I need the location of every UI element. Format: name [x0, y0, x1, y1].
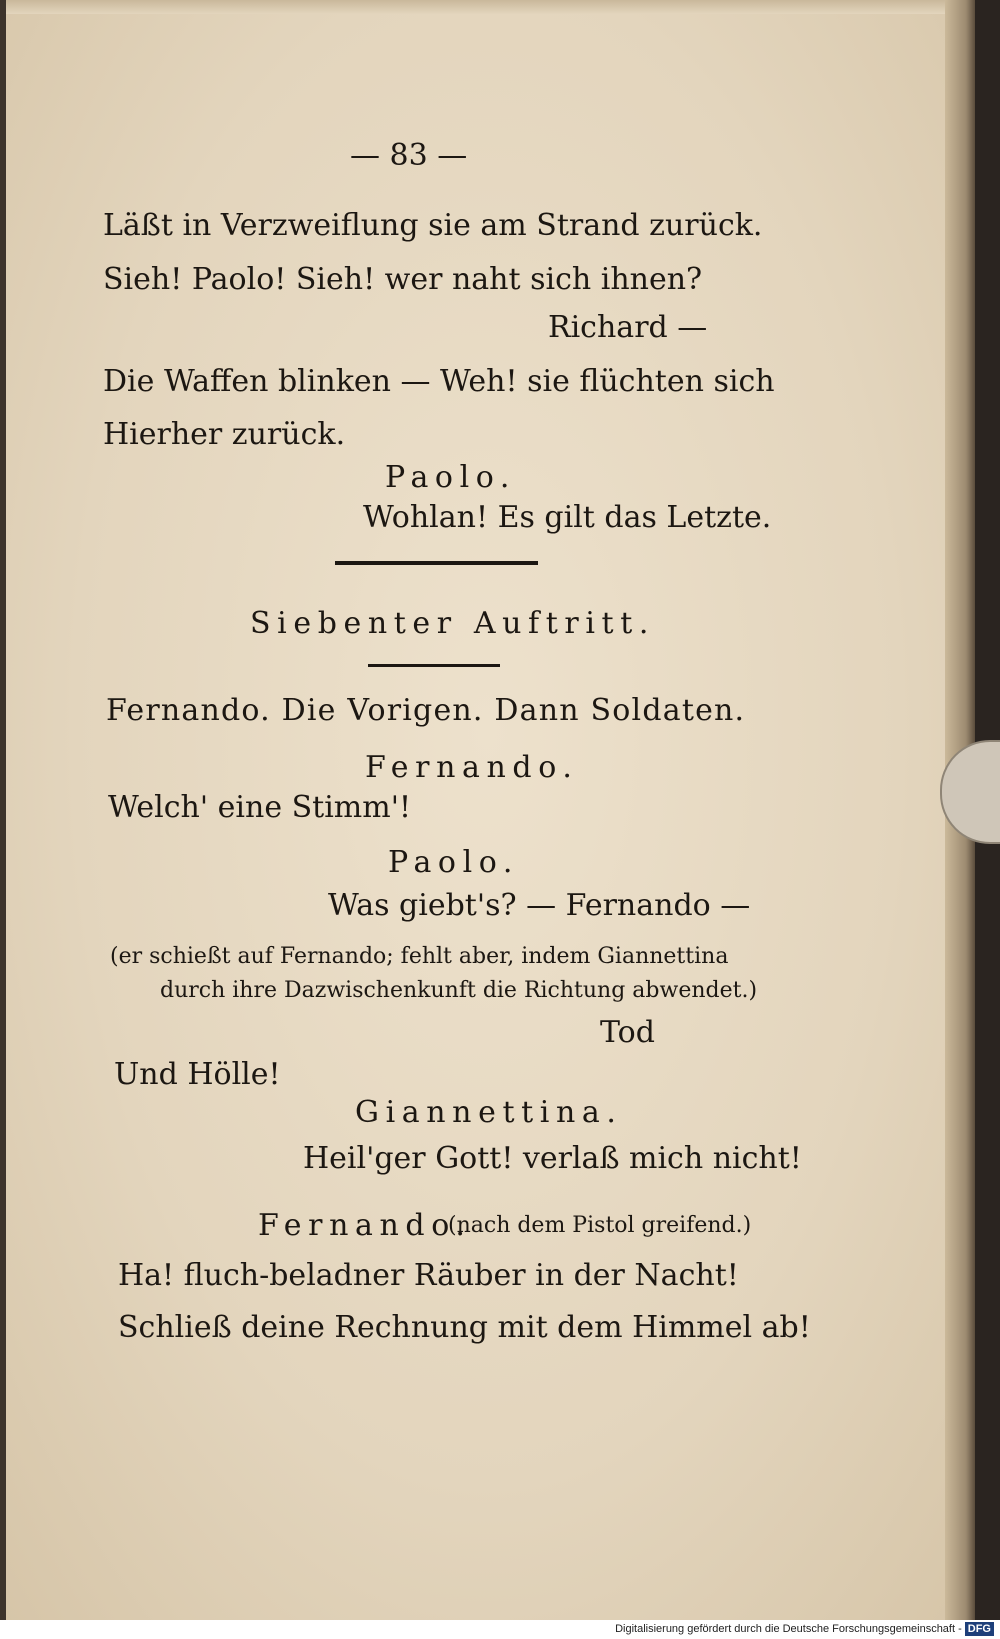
speaker-name: Fernando. [258, 1208, 472, 1243]
verse-line: Heil'ger Gott! verlaß mich nicht! [303, 1141, 802, 1176]
verse-line: Die Waffen blinken — Weh! sie flüchten sich [103, 364, 775, 399]
page-number: — 83 — [350, 138, 468, 173]
verse-line: Läßt in Verzweiflung sie am Strand zurück. [103, 208, 763, 243]
stage-direction: (er schießt auf Fernando; fehlt aber, indem Giannettina [110, 944, 729, 969]
stage-direction: (nach dem Pistol greifend.) [448, 1213, 752, 1238]
verse-line: Richard — [548, 310, 708, 345]
verse-line: Schließ deine Rechnung mit dem Himmel ab! [118, 1310, 811, 1345]
speaker-name: Giannettina. [355, 1095, 623, 1130]
digitization-footer [0, 1620, 1000, 1639]
footer-text: Digitalisierung gefördert durch die Deutsche Forschungsgemeinschaft - [615, 1623, 962, 1635]
verse-line: Tod [600, 1015, 655, 1050]
verse-line: Und Hölle! [114, 1057, 281, 1092]
binding-edge [0, 0, 6, 1620]
verse-line: Was giebt's? — Fernando — [328, 888, 751, 923]
cast-list: Fernando. Die Vorigen. Dann Soldaten. [106, 693, 746, 728]
verse-line: Wohlan! Es gilt das Letzte. [363, 500, 772, 535]
verse-line: Hierher zurück. [103, 417, 346, 452]
verse-line: Welch' eine Stimm'! [108, 790, 412, 825]
dfg-logo: DFG [965, 1622, 994, 1636]
verse-line: Ha! fluch-beladner Räuber in der Nacht! [118, 1258, 739, 1293]
verse-line: Sieh! Paolo! Sieh! wer naht sich ihnen? [103, 262, 703, 297]
section-rule [335, 561, 538, 565]
page-top-edge [0, 0, 975, 14]
scene-heading: Siebenter Auftritt. [250, 606, 655, 641]
speaker-name: Paolo. [388, 845, 520, 880]
speaker-name: Paolo. [385, 460, 517, 495]
section-rule [368, 664, 500, 667]
speaker-name: Fernando. [365, 750, 579, 785]
stage-direction: durch ihre Dazwischenkunft die Richtung abwendet.) [160, 978, 758, 1003]
